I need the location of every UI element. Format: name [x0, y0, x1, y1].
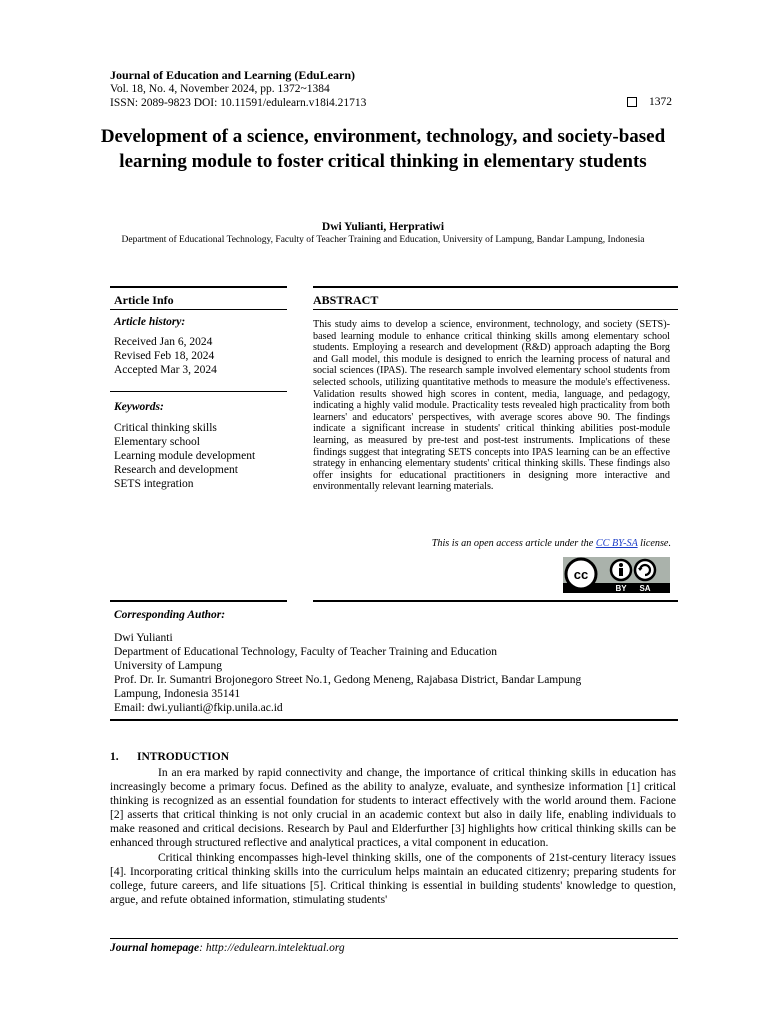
page-number: 1372 [649, 96, 672, 108]
cc-by-label: BY [615, 584, 627, 593]
abstract-text: This study aims to develop a science, environment, technology, and society (SETS)-based learning module to enhance critical thinking skills among elementary school students. Employing a research and development (R&D) approach adapting the Borg and Gall model, this module is designed to enrich the learning process of natural and social sciences (IPAS). The research sample involved elementary school students from selected schools, utilizing quantitative methods to measure the module's effectiveness. Validation results showed high scores in content, media, language, and pedagogy, indicating a highly valid module. Practicality tests revealed high practicality from both learners' and educators' perspectives, with average scores above 90. The findings indicate a significant increase in students' critical thinking abilities post-module learning, as measured by pre-test and post-test instruments. Implications of these findings suggest that integrating SETS concepts into IPAS learning can be an effective strategy in enhancing elementary students' critical thinking skills. These findings also offer insights for educational practitioners in designing more interactive and environmentally relevant learning materials. [313, 319, 670, 493]
introduction-heading [110, 751, 229, 763]
introduction-body [110, 766, 676, 907]
article-info-top-rule [110, 286, 287, 288]
journal-name: Journal of Education and Learning (EduLearn) [110, 68, 356, 82]
abstract-heading: ABSTRACT [313, 293, 379, 307]
history-list [114, 335, 217, 377]
cc-sa-label: SA [639, 584, 651, 593]
footer-label: Journal homepage [110, 942, 200, 954]
footer-url[interactable]: : http://edulearn.intelektual.org [199, 942, 345, 954]
cc-badge-graphic [563, 557, 670, 593]
info-bottom-rule [110, 600, 287, 602]
article-info-heading-rule [110, 309, 287, 310]
section-number: 1. [110, 751, 119, 763]
history-received: Received Jan 6, 2024 [114, 336, 213, 348]
volume-line: Vol. 18, No. 4, November 2024, pp. 1372~1384 [110, 83, 330, 95]
keywords-label: Keywords: [114, 401, 164, 413]
section-title: INTRODUCTION [137, 751, 230, 763]
corr-name: Dwi Yulianti [114, 632, 173, 644]
journal-homepage [110, 942, 345, 954]
intro-paragraph: Critical thinking encompasses high-level thinking skills, one of the components of 21st-century literacy issues [4]. Incorporating critical thinking skills into the curriculum helps maintain an educated citizenry; preparing students for college, future careers, and life situations [5]. Critical thinking is essential in building students' knowledge to question, argue, and refute obtained information, stimulating students' [110, 851, 676, 906]
open-access-line [432, 538, 671, 549]
affiliation: Department of Educational Technology, Faculty of Teacher Training and Education, University of Lampung, Bandar Lampung, Indonesia [121, 235, 645, 245]
share-alike-icon [635, 560, 655, 580]
keywords-list [114, 421, 255, 491]
square-bullet-icon [627, 97, 637, 107]
svg-text:cc: cc [573, 567, 589, 582]
keyword: Critical thinking skills [114, 422, 217, 434]
history-label: Article history: [114, 316, 186, 328]
history-revised: Revised Feb 18, 2024 [114, 350, 215, 362]
paper-title: Development of a science, environment, technology, and society-based learning module to foster critical thinking in elementary students [100, 126, 666, 172]
oa-prefix: This is an open access article under the [431, 538, 596, 549]
abstract-top-rule [313, 286, 678, 288]
corr-university: University of Lampung [114, 660, 222, 672]
keyword: Learning module development [114, 450, 256, 462]
keyword: Research and development [114, 464, 238, 476]
corr-city: Lampung, Indonesia 35141 [114, 688, 241, 700]
oa-suffix: license. [637, 538, 671, 549]
corresponding-label: Corresponding Author: [114, 609, 226, 621]
corresponding-block [114, 631, 581, 715]
cc-by-sa-badge[interactable] [563, 557, 670, 593]
corr-street: Prof. Dr. Ir. Sumantri Brojonegoro Street No.1, Gedong Meneng, Rajabasa District, Bandar Lampung [114, 674, 582, 686]
abstract-heading-rule [313, 309, 678, 310]
intro-paragraph: In an era marked by rapid connectivity and change, the importance of critical thinking skills in education has increasingly become a primary focus. Defined as the ability to analyze, evaluate, and synthesize information [1] critical thinking is recognized as an essential foundation for students to interact effectively with the world around them. Facione [2] asserts that critical thinking is not only crucial in an academic context but also in daily life, enabling individuals to make reasoned and critical decisions. Research by Paul and Elderfurther [3] highlights how critical thinking skills can be enhanced through structured reflective and analytical practices, a vital component in education. [110, 767, 676, 850]
corr-email: Email: dwi.yulianti@fkip.unila.ac.id [114, 702, 283, 714]
issn-line: ISSN: 2089-9823 DOI: 10.11591/edulearn.v18i4.21713 [110, 97, 367, 109]
abstract-bottom-rule [313, 600, 678, 602]
authors: Dwi Yulianti, Herpratiwi [321, 221, 445, 233]
history-divider [110, 391, 287, 392]
article-info-heading: Article Info [114, 293, 174, 307]
cc-license-link[interactable]: CC BY-SA [595, 538, 638, 549]
page-number-block [627, 96, 672, 108]
keyword: SETS integration [114, 478, 194, 490]
footer-rule [110, 938, 678, 939]
corresponding-bottom-rule [110, 719, 678, 721]
keyword: Elementary school [114, 436, 200, 448]
history-accepted: Accepted Mar 3, 2024 [114, 364, 217, 376]
corr-department: Department of Educational Technology, Faculty of Teacher Training and Education [114, 646, 498, 658]
